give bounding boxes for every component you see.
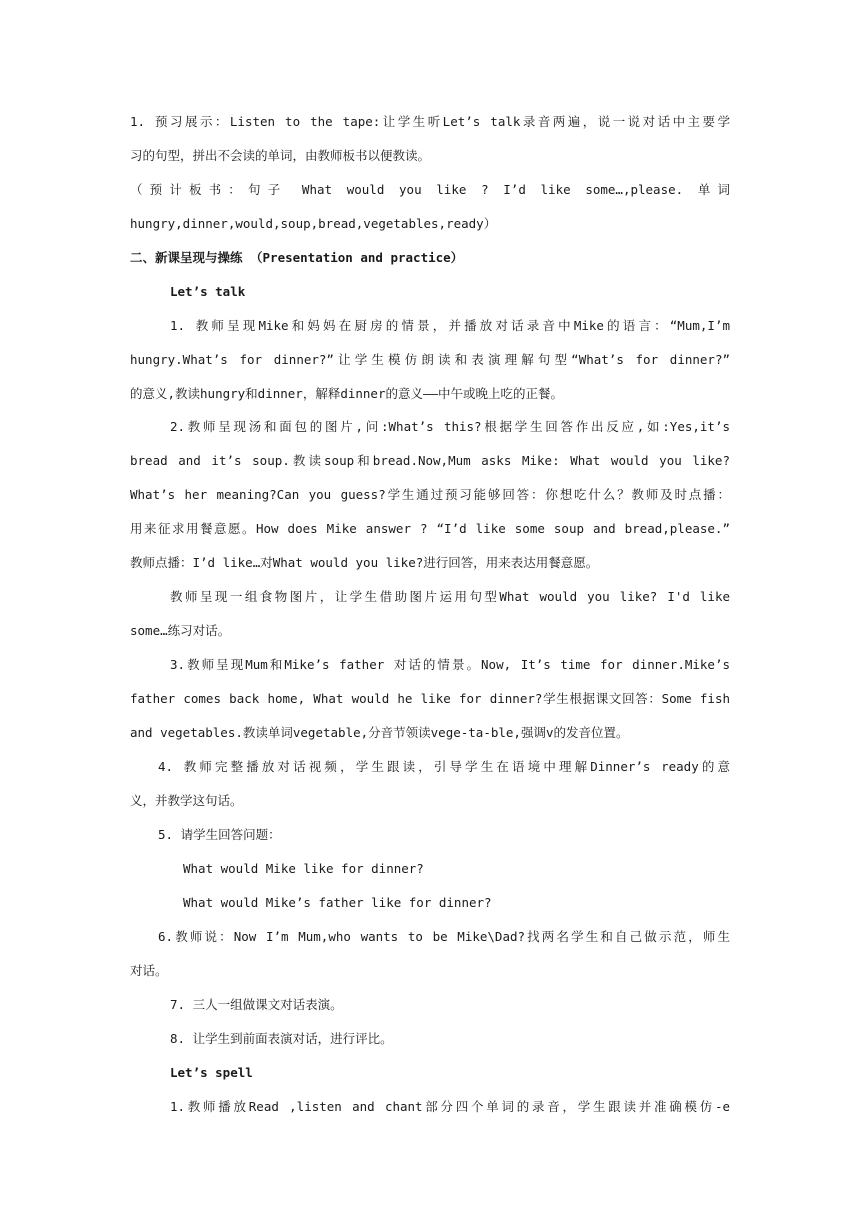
- question-father: What would Mike’s father like for dinner?: [183, 895, 492, 910]
- para-step6-line-2: 对话。: [130, 963, 168, 978]
- para-step5-line-1: 5. 请学生回答问题：: [158, 827, 281, 842]
- para-spell-step1-line-1: 1.教师播放Read ,listen and chant部分四个单词的录音，学生跟读并准确模仿-e: [170, 1099, 730, 1114]
- subheading-lets-spell: Let’s spell: [170, 1065, 253, 1080]
- para-board-line-1: （预计板书：句子 What would you like ? I’d like some…,please. 单词: [130, 182, 730, 197]
- para-step1-line-2: hungry.What’s for dinner?”让学生模仿朗读和表演理解句型“What’s for dinner?”: [130, 352, 730, 367]
- para-step6-line-1: 6.教师说：Now I’m Mum,who wants to be Mike\Dad?找两名学生和自己做示范，师生: [158, 929, 730, 944]
- para-preview-line-2: 习的句型，拼出不会读的单词，由教师板书以便教读。: [130, 148, 431, 163]
- para-step7: 7. 三人一组做课文对话表演。: [170, 997, 343, 1012]
- para-step1-line-1: 1. 教师呈现Mike和妈妈在厨房的情景，并播放对话录音中Mike的语言：“Mum,I’m: [170, 318, 730, 333]
- para-board-line-2: hungry,dinner,would,soup,bread,vegetables,ready）: [130, 216, 497, 231]
- para-step4-line-2: 义，并教学这句话。: [130, 793, 243, 808]
- para-preview-line-1: 1. 预习展示：Listen to the tape:让学生听Let’s talk录音两遍，说一说对话中主要学: [130, 114, 730, 129]
- para-step3-line-1: 3.教师呈现Mum和Mike’s father 对话的情景。Now, It’s time for dinner.Mike’s: [170, 657, 730, 672]
- para-step4-line-1: 4. 教师完整播放对话视频，学生跟读，引导学生在语境中理解Dinner’s ready的意: [158, 759, 730, 774]
- subheading-lets-talk: Let’s talk: [170, 284, 246, 299]
- para-step2-line-2: bread and it’s soup.教读soup和bread.Now,Mum asks Mike: What would you like?: [130, 453, 730, 468]
- para-step3-line-3: and vegetables.教读单词vegetable,分音节领读vege-ta-ble,强调v的发音位置。: [130, 725, 629, 740]
- para-step2-line-4: 用来征求用餐意愿。How does Mike answer ? “I’d like some soup and bread,please.”: [130, 521, 730, 536]
- para-food-pictures-line-1: 教师呈现一组食物图片，让学生借助图片运用句型What would you like? I'd like: [170, 589, 730, 604]
- section-heading-presentation: 二、新课呈现与操练 （Presentation and practice）: [130, 250, 464, 265]
- para-food-pictures-line-2: some…练习对话。: [130, 623, 231, 638]
- para-step2-line-3: What’s her meaning?Can you guess?学生通过预习能够回答：你想吃什么？教师及时点播：: [130, 487, 730, 502]
- para-step2-line-1: 2.教师呈现汤和面包的图片,问:What’s this?根据学生回答作出反应,如:Yes,it’s: [170, 419, 730, 434]
- para-step1-line-3: 的意义,教读hungry和dinner，解释dinner的意义——中午或晚上吃的正餐。: [130, 386, 564, 401]
- para-step3-line-2: father comes back home, What would he like for dinner?学生根据课文回答：Some fish: [130, 691, 730, 706]
- para-step8: 8. 让学生到前面表演对话，进行评比。: [170, 1031, 393, 1046]
- para-step2-line-5: 教师点播：I’d like…对What would you like?进行回答，用来表达用餐意愿。: [130, 555, 599, 570]
- question-mike: What would Mike like for dinner?: [183, 861, 424, 876]
